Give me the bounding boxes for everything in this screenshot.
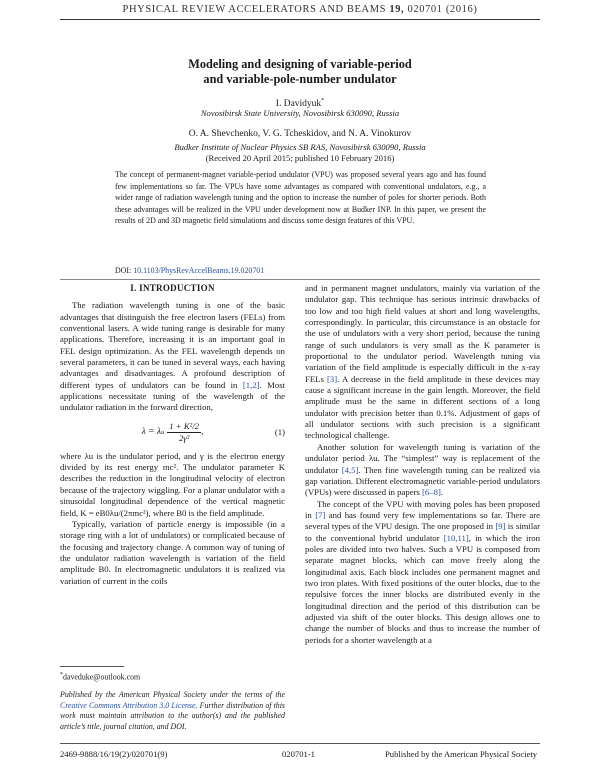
footnote-email[interactable]: daveduke@outlook.com (63, 672, 141, 682)
ref-7[interactable]: [7] (315, 509, 326, 520)
eq-denominator: 2γ² (178, 433, 190, 444)
footnote (60, 670, 285, 683)
author-1-name: I. Davidyuk (275, 99, 322, 110)
received-date: (Received 20 April 2015; published 10 February 2016) (205, 153, 395, 163)
right-p3-mid2: is similar to the conventional hybrid undulator (305, 521, 540, 543)
footer-issn: 2469-9888/16/19(2)/020701(9) (60, 749, 168, 759)
intro-paragraph-1 (60, 300, 285, 413)
license-note (60, 690, 285, 733)
right-p2-text: Another solution for wavelength tuning is variation of the undulator period λu. The “simplest” way is replacement of the undulator (305, 441, 540, 475)
journal-name: PHYSICAL REVIEW ACCELERATORS AND BEAMS (122, 4, 387, 15)
authors-2: O. A. Shevchenko, V. G. Tcheskidov, and N. A. Vinokurov (188, 129, 412, 139)
abstract: The concept of permanent-magnet variable-period undulator (VPU) was proposed several years ago and has found few implementations so far. The VPUs have some advantages as compared with conventional undulators, e.g., a wider range of radiation wavelength tuning and the option to increase the number of poles for shorter periods. Both these advantages will be realized in the VPU under development now at Budker INP. In this paper, we present the results of 2D and 3D magnetic field simulations and discuss some design features of this VPU. (115, 170, 486, 226)
title-line-1: Modeling and designing of variable-period (188, 57, 412, 71)
license-link[interactable]: Creative Commons Attribution 3.0 License (60, 700, 196, 710)
equation-body (60, 421, 285, 444)
left-column (60, 283, 285, 587)
right-p3-tail: , in which the iron poles are divided into two halves. Such a VPU is composed from separate magnet blocks, which can move freely along the longitudinal axis. Each block includes one permanent magnet and two iron plates. With fixed positions of the outer blocks, due to the repulsive forces the inner blocks are distributed evenly in the longitudinal direction and the period of this distribution can be adjusted via shift of the outer blocks. This design allows one to change the number of blocks and thus to increase the number of periods for a shorter wavelength at a (305, 532, 540, 645)
affiliation-1: Novosibirsk State University, Novosibirsk 630090, Russia (200, 108, 400, 118)
right-column (305, 283, 540, 646)
right-paragraph-2 (305, 442, 540, 499)
doi-label: DOI: (115, 266, 132, 275)
ref-10-11[interactable]: [10,11] (443, 532, 469, 543)
equation-1 (60, 415, 285, 451)
journal-volume: 19, (389, 4, 405, 15)
footnote-mark: * (60, 672, 63, 678)
paper-title (60, 57, 540, 87)
right-p1-tail: . A decrease in the field amplitude in these devices may cause a significant increase in the gain length. Moreover, the field amplitude must be the same in different sections of a long undulator with precision better than 0.1%. Adjustment of gaps of all undulator sections with such precision is a significant technological challenge. (305, 373, 541, 441)
right-p1-text: and in permanent magnet undulators, mainly via variation of the undulator gap. This technique has serious intrinsic drawbacks of too low and too high field values at short and long wavelengths, correspondingly. In particular, this circumstance is an obstacle for the use of undulators with a very short period, because the tuning range of such undulators is very small as the K parameter is proportional to the undulator period. Wavelength tuning via variation of the field amplitude is especially difficult in the x-ray FELs (305, 283, 540, 384)
license-pre: Published by the American Physical Society under the terms of the (60, 690, 285, 699)
intro-p1-text: The radiation wavelength tuning is one of the basic advantages that distinguish the free electron lasers (FELs) from conventional lasers. A wide tuning range is desirable for many applications. Therefore, increasing it is an important goal in FEL design optimization. As the FEL wavelength depends on several parameters, it can be tuned in several ways, each having advantages and disadvantages. A profound description of different types of undulators can be found in (60, 300, 285, 390)
intro-paragraph-2: where λu is the undulator period, and γ is the electron energy divided by its rest energy mc². The undulator parameter K describes the reduction in the longitudinal velocity of electron because of the trajectory wiggling. For a planar undulator with a sinusoidal longitudinal dependence of the vertical magnetic field, K = eB0λu/(2πmc²), where B0 is the field amplitude. (60, 450, 285, 518)
doi-line (115, 266, 264, 275)
article-number: 020701 (2016) (407, 4, 478, 15)
intro-p1-tail: . Most applications necessitate tuning of the wavelength of the undulator radiation in the forward direction, (60, 379, 285, 413)
ref-4-5[interactable]: [4,5] (341, 464, 359, 475)
right-paragraph-1 (305, 283, 540, 442)
affiliation-2: Budker Institute of Nuclear Physics SB RAS, Novosibirsk 630090, Russia (174, 142, 426, 152)
footer-publisher: Published by the American Physical Society (385, 749, 538, 759)
footnote-rule (60, 666, 124, 667)
intro-paragraph-3: Typically, variation of particle energy is impossible (in a storage ring with a lot of undulators) or complicated because of the focusing and trajectory change. A common way of tuning of the undulator radiation wavelength is variation of the field amplitude B0. In electromagnetic undulators it is realized via variation of current in the coils (60, 518, 285, 586)
ref-1-2[interactable]: [1,2] (242, 379, 260, 390)
license-post: . Further distribution of this work must maintain attribution to the author(s) and the published article’s title, journal citation, and DOI. (60, 700, 286, 732)
eq-subscript: u (161, 429, 165, 437)
journal-header (0, 4, 600, 15)
right-p2-tail: . Then fine wavelength tuning can be realized via gap variation. Different electromagnetic variable-period undulators (VPUs) were discussed in papers (305, 464, 540, 498)
right-p3-mid: and has found very few implementations so far. There are several types of the VPU design. The one proposed in (305, 509, 540, 532)
section-title: I. INTRODUCTION (130, 283, 215, 293)
eq-fraction (167, 421, 204, 444)
ref-3[interactable]: [3] (327, 373, 338, 384)
equation-number: (1) (274, 427, 285, 438)
footer-page-number: 020701-1 (282, 749, 315, 759)
right-paragraph-3 (305, 499, 540, 646)
eq-lhs: λ = λ (141, 427, 162, 438)
eq-comma: , (200, 427, 204, 438)
eq-numerator: 1 + K²/2 (169, 421, 199, 432)
ref-9[interactable]: [9] (495, 521, 506, 532)
right-p3-text: The concept of the VPU with moving poles has been proposed in (305, 498, 540, 520)
header-rule (60, 19, 540, 20)
footer-rule (60, 743, 540, 744)
title-line-2: and variable-pole-number undulator (203, 72, 397, 86)
abstract-rule (60, 279, 540, 280)
ref-6-8[interactable]: [6–8] (422, 487, 441, 498)
doi-link[interactable]: 10.1103/PhysRevAccelBeams.19.020701 (133, 266, 265, 275)
right-p2-end: . (440, 487, 444, 498)
author-1-footnote-mark: * (321, 98, 325, 104)
